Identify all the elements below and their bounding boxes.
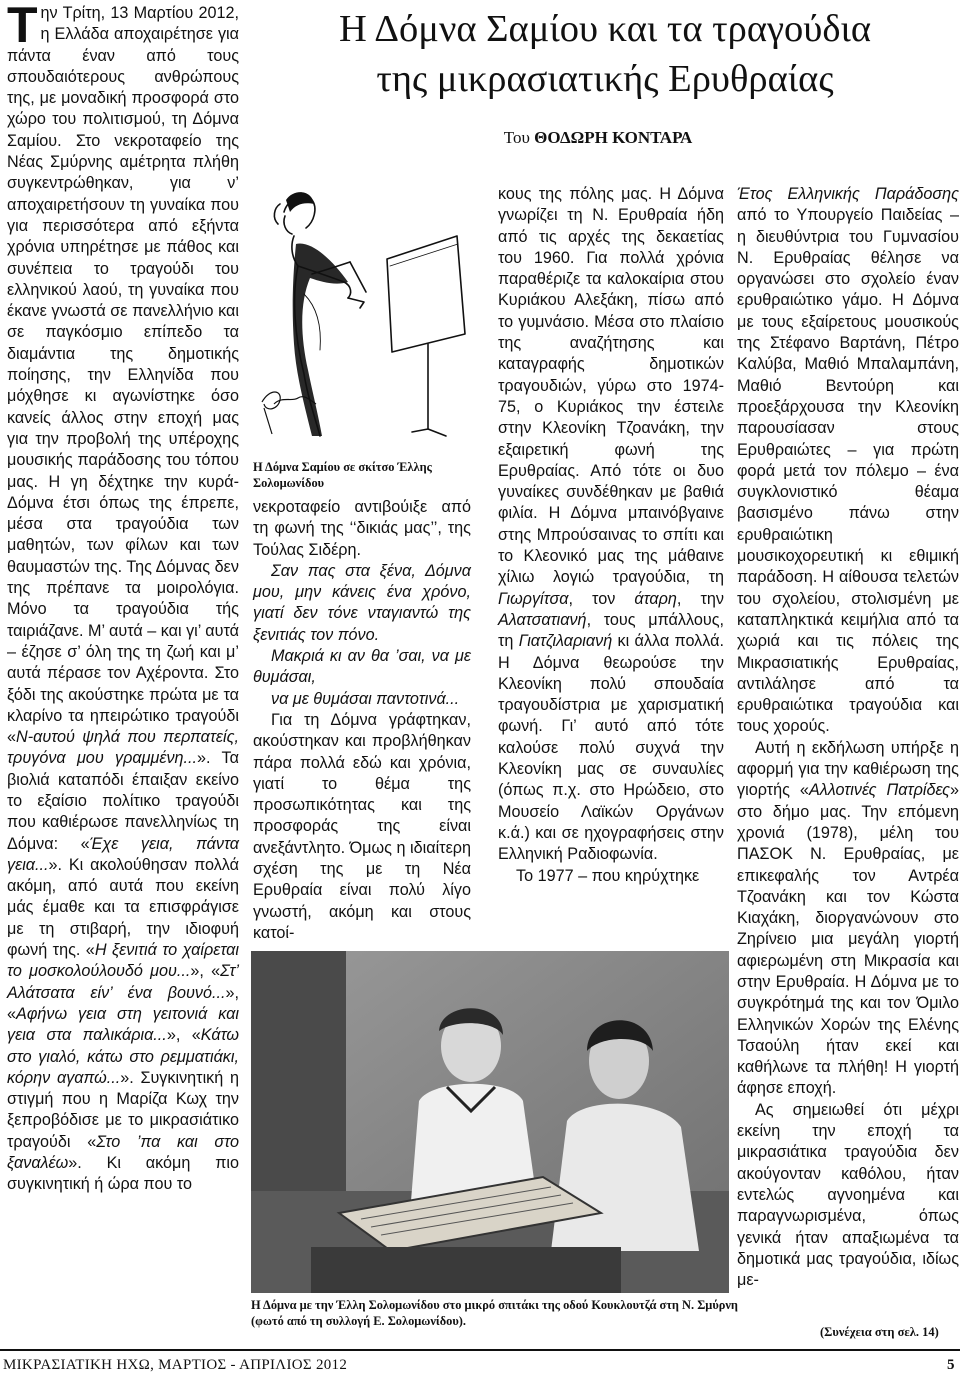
event-title: Αλλοτινές Πατρίδες: [808, 781, 950, 800]
col3-paragraph-1: [498, 184, 724, 866]
continued-note: (Συνέχεια στη σελ. 14): [820, 1325, 939, 1339]
drop-cap: Τ: [7, 0, 38, 53]
verse-1-text: Σαν πας στα ξένα, Δόμνα μου, μην κάνεις ένα χρόνο, γιατί δεν τόνε νταγιαντώ της ξενιτιάς τον πόνο.: [253, 561, 471, 644]
song-title: Η ξενιτιά το χαίρεται το μοσκολούλουδό μου...: [7, 941, 239, 981]
col4-paragraph-2: [737, 738, 959, 1100]
publication-footer: ΜΙΚΡΑΣΙΑΤΙΚΗ ΗΧΩ, ΜΑΡΤΙΟΣ - ΑΠΡΙΛΙΟΣ 2012: [3, 1357, 348, 1373]
article-column-3: [498, 184, 724, 887]
song-title: Γιατζιλαριανή: [518, 632, 613, 651]
song-title: Ν-αυτού ψηλά που περπατείς, τρυγόνα μου γραμμένη...: [7, 728, 239, 768]
byline-author: ΘΟΔΩΡΗ ΚΟΝΤΑΡΑ: [534, 128, 693, 147]
verse-1: [253, 561, 471, 646]
emphasis-text: Έτος Ελληνικής Παράδοσης: [737, 185, 959, 203]
col1-text-d: », «: [190, 962, 221, 981]
col2-paragraph-2: Για τη Δόμνα γράφτηκαν, ακούστηκαν και προβλήθηκαν πάρα πολλά εδώ και χρόνια, γιατί το θέμα της προσωπικότητας και της προσφοράς της είναι ανεξάντλητο. Όμως η ιδιαίτερη σχέση της με τη Νέα Ερυθραία είναι πολύ λίγο γνωστή, ακόμη και στους κατοί-: [253, 710, 471, 942]
verse-2-text: Μακριά κι αν θα ’σαι, να με θυμάσαι,: [253, 647, 471, 687]
col4-paragraph-3: Ας σημειωθεί ότι μέχρι εκείνη την εποχή τα μικρασιάτικα τραγούδια δεν ακούγονταν καθόλου, ήταν εντελώς αγνοημένα και παραγνωρισμένα, όπως γενικά ήταν απαξιωμένα τα δημοτικά μας τραγούδια, ιδίως με-: [737, 1100, 959, 1290]
byline: [478, 128, 718, 148]
sketch-caption: Η Δόμνα Σαμίου σε σκίτσο Έλλης Σολομωνίδου: [253, 460, 432, 490]
song-title: Κάτω στο γιαλό, κάτω στο ρεμματιάκι, κόρην αγαπώ...: [7, 1026, 239, 1087]
title-line-1: Η Δόμνα Σαμίου και τα τραγούδια: [338, 8, 871, 50]
col2-paragraph-1: νεκροταφείο αντιβούιξε από τη φωνή της ‘‘δικιάς μας’’, της Τούλας Σιδέρη.: [253, 498, 471, 559]
page-number: 5: [947, 1357, 955, 1373]
archival-photo: [251, 951, 729, 1293]
article-column-1: [7, 0, 240, 1196]
verse-3: [253, 689, 471, 710]
col3-text-d: , τους μπάλλους, τη: [498, 610, 724, 651]
song-title: Αλατσατιανή: [498, 610, 587, 629]
sketch-illustration: [252, 174, 482, 456]
article-column-2: [253, 497, 471, 944]
verse-3-text: να με θυμάσαι παντοτινά...: [271, 689, 460, 708]
col3-text-c: , την: [676, 589, 724, 608]
col3-text-a: κους της πόλης μας. Η Δόμνα γνωρίζει τη Ν. Ερυθραία ήδη από τις αρχές της δεκαετίας του 1960. Για πολλά χρόνια παραθέριζε τα καλοκαίρια στου Κυριάκου Αλεξάκη, πίσω από το γυμνάσιο. Μέσα στο πλαίσιο της αναζήτησης και καταγραφής δημοτικών τραγουδιών, γύρω στο 1974-75, ο Κυριάκος την έστειλε στην Κλεονίκη Τζοανάκη, την εξαιρετική φωνή της Ερυθραίας. Από τότε οι δυο γυναίκες συνδέθηκαν με βαθιά φιλία. Η Δόμνα μπαινόβγαινε στης Μπρούσαινας το σπίτι και το Κλεονικό μας της μάθαινε χίλιω λογιώ τραγούδια, τη: [498, 185, 724, 587]
song-title: Στ’ Αλάτσατα είν’ ένα βουνό...: [7, 962, 239, 1002]
song-title: Αφήνω γεια στη γειτονιά και γεια στα παλικάρια...: [7, 1004, 239, 1045]
song-title: Έχε γεια, πάντα γεια...: [7, 834, 240, 874]
col4-text-b: Αυτή η εκδήλωση υπήρξε η αφορμή για την καθιέρωση της γιορτής «: [737, 738, 959, 800]
col1-text-c: ». Κι ακολούθησαν πολλά ακόμη, από αυτά που εκείνη μάς έμαθε και τα επισφράγισε με τη στιβαρή, την ιδιοφυή φωνή της. «: [7, 855, 239, 960]
photo-caption: Η Δόμνα με την Έλλη Σολομωνίδου στο μικρό σπιτάκι της οδού Κουκλουτζά στη Ν. Σμύρνη (φωτό από τη συλλογή Ε. Σολομωνίδου).: [251, 1298, 738, 1328]
verse-2: [253, 646, 471, 689]
title-line-2: της μικρασιατικής Ερυθραίας: [376, 58, 834, 100]
col3-text-b: , τον: [568, 589, 635, 608]
sketch-drawing: [252, 174, 482, 456]
col4-text-a: από το Υπουργείο Παιδείας – η διευθύντρια του Γυμνασίου Ν. Ερυθραίας θέλησε να οργανώσει στο σχολείο έναν ερυθραιώτικο γάμο. Η Δόμνα με τους εξαίρετους μουσικούς της Στέφανο Βαρτάνη, Πέτρο Καλύβα, Μαθιό Μπαλαμπάνη, Μαθιό Βεντούρη και προεξάρχουσα την Κλεονίκη παρουσίασαν στους Ερυθραιώτες – για πρώτη φορά μετά τον πόλεμο – ένα συγκλονιστικό θέαμα βασισμένο πάνω στην ερυθραιώτικη μουσικοχορευτική κι εθιμική παράδοση. Η αίθουσα τελετών του σχολείου, στολισμένη με καταπληκτικά κειμήλια από τα χωριά και τις πόλεις της Μικρασιατικής Ερυθραίας, αντιλάλησε από τα ερυθραιώτικα τραγούδια και τους χορούς.: [737, 206, 959, 736]
col1-text-f: », «: [166, 1026, 201, 1045]
col1-text-g: ». Συγκινητική η στιγμή που η Μαρίζα Κωχ την ξεπροβόδισε με το μικρασιάτικο τραγούδι «: [7, 1068, 239, 1151]
col1-text-a: ην Τρίτη, 13 Μαρτίου 2012, η Ελλάδα αποχαιρέτησε για πάντα έναν από τους σπουδαιότερους ανθρώπους της, με μοναδική προσφορά στο χώρο του πολιτισμού, τη Δόμνα Σαμίου. Στο νεκροταφείο της Νέας Σμύρνης αμέτρητα πλήθη συγκεντρώθηκαν, για ν’ αποχαιρετήσουν τη γυναίκα που για περισσότερα από εξήντα χρόνια υπηρέτησε με πάθος και συνέπεια το τραγούδι του ελληνικού λαού, τη γυναίκα που έκανε γνωστά σε πανελλήνιο και σε παγκόσμιο επίπεδο τα διαμάντια της δημοτικής ποίησης, την Ελληνίδα που μόχθησε κι αγωνίστηκε όσο κανείς άλλος στην εποχή μας για την προβολή της υπέροχης μουσικής παράδοσης του τόπου μας. Η γη δέχτηκε την κυρά-Δόμνα έτσι όπως της έπρεπε, μέσα στα τραγούδια των μαθητών, των φίλων και των θαυμαστών της. Της Δόμνας δεν της πρέπανε τα μοιρολόγια. Μόνο τα τραγούδια τής ταιριάζανε. Μ’ αυτά – και γι’ αυτά – έζησε σ’ όλη της τη ζωή και μ’ αυτά πέρασε τον Αχέροντα. Στο ξόδι της ακούστηκε πρώτα με τα κλαρίνο τα ηπειρώτικο τραγούδι «: [7, 4, 239, 747]
col1-text-b: ». Τα βιολιά καταπόδι έπαιξαν εκείνο το εξαίσιο πολίτικο τραγούδι που καθιέρωσε πανελληνίως τη Δόμνα: «: [7, 749, 239, 853]
col1-text-h: ». Κι ακόμη πιο συγκινητική ή ώρα που το: [7, 1154, 239, 1194]
photo-image: [251, 951, 729, 1293]
footer-divider: [0, 1349, 960, 1351]
byline-prefix: Του: [503, 128, 530, 147]
col1-text-e: », «: [7, 983, 239, 1023]
article-title: [252, 4, 958, 104]
article-column-4: [737, 184, 959, 1291]
col4-text-c: » στο δήμο μας. Την επόμενη χρονιά (1978), μέλη του ΠΑΣΟΚ Ν. Ερυθραίας, με επικεφαλής τον Αντρέα Τζοανάκη και τον Κώστα Κιαχάκη, διοργανώνουν στο Ζηρίνειο μια μεγάλη γιορτή αφιερωμένη στη Μικρασία και στην Ερυθραία. Η Δόμνα με το συγκρότημά της και τον Όμιλο Ελληνικών Χορών της Ελένης Τσαούλη ήταν εκεί και καθήλωνε τα πλήθη! Η γιορτή άφησε εποχή.: [737, 781, 960, 1098]
song-title: άταρη: [634, 589, 677, 608]
col3-text-e: κι άλλα πολλά. Η Δόμνα θεωρούσε την Κλεονίκη πολύ σπουδαία τραγουδίστρια με χαρισματική φωνή. Γι’ αυτό από τότε καλούσε πολύ συχνά την Κλεονίκη μας σε συναυλίες (όπως π.χ. στο Ηρώδειο, στο Μουσείο Λαϊκών Οργάνων κ.ά.) και σε ηχογραφήσεις στην Ελληνική Ραδιοφωνία.: [498, 632, 724, 864]
col3-paragraph-2: Το 1977 – που κηρύχτηκε: [516, 866, 700, 885]
col4-paragraph-1: [737, 184, 959, 738]
song-title: Στο ’πα και στο ξαναλέω: [7, 1132, 239, 1173]
song-title: Γιωργίτσα: [498, 589, 569, 608]
